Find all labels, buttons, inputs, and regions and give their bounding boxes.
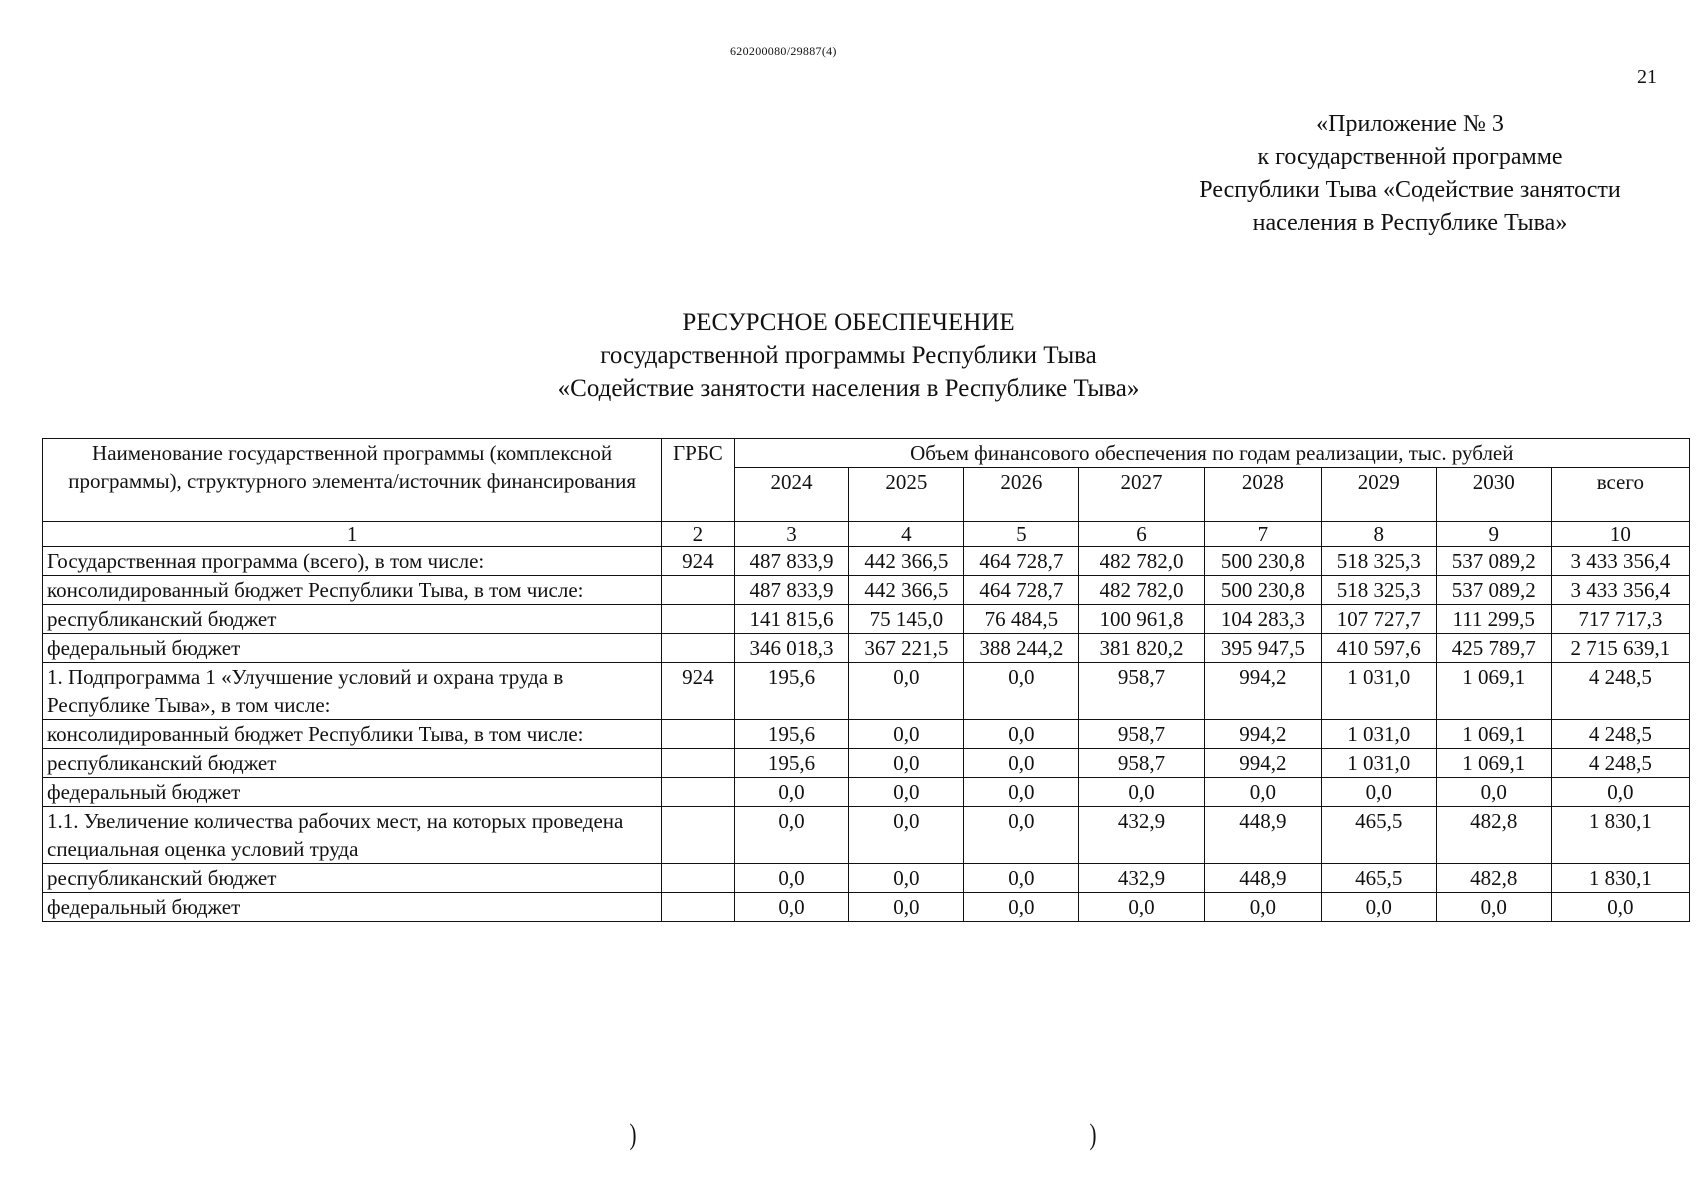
row-value: 0,0 [964,864,1079,893]
row-value: 0,0 [1204,778,1321,807]
table-row [43,893,1690,922]
row-name: республиканский бюджет [43,864,662,893]
row-value: 0,0 [1079,893,1205,922]
resource-table [42,438,1690,922]
column-index: 8 [1321,522,1436,547]
row-value: 388 244,2 [964,634,1079,663]
header-name-column: Наименование государственной программы (комплексной программы), структурного элемента/источник финансирования [43,439,662,522]
table-row [43,778,1690,807]
row-value: 0,0 [964,807,1079,864]
row-total: 4 248,5 [1551,749,1689,778]
row-grbs [662,893,734,922]
row-value: 346 018,3 [734,634,849,663]
row-value: 100 961,8 [1079,605,1205,634]
row-value: 195,6 [734,720,849,749]
footer-mark: ) [629,1118,637,1151]
row-value: 0,0 [964,778,1079,807]
row-value: 0,0 [849,663,964,720]
table-row [43,864,1690,893]
title-line: государственной программы Республики Тыва [600,342,1097,369]
row-grbs [662,807,734,864]
appendix-line: Республики Тыва «Содействие занятости [1199,177,1621,203]
row-value: 482 782,0 [1079,547,1205,576]
row-name: консолидированный бюджет Республики Тыва, в том числе: [43,576,662,605]
row-value: 1 031,0 [1321,720,1436,749]
row-grbs [662,605,734,634]
header-year: 2028 [1204,468,1321,522]
row-name: 1. Подпрограмма 1 «Улучшение условий и охрана труда в Республике Тыва», в том числе: [43,663,662,720]
row-value: 0,0 [734,864,849,893]
header-year: 2027 [1079,468,1205,522]
column-index-row [43,522,1690,547]
row-value: 482,8 [1436,864,1551,893]
row-value: 994,2 [1204,720,1321,749]
column-index: 4 [849,522,964,547]
row-grbs [662,720,734,749]
row-value: 1 031,0 [1321,663,1436,720]
row-value: 395 947,5 [1204,634,1321,663]
row-total: 1 830,1 [1551,807,1689,864]
row-value: 410 597,6 [1321,634,1436,663]
row-value: 994,2 [1204,749,1321,778]
header-year: 2024 [734,468,849,522]
column-index: 10 [1551,522,1689,547]
row-name: республиканский бюджет [43,605,662,634]
title-line: «Содействие занятости населения в Республике Тыва» [557,375,1140,402]
table-row [43,720,1690,749]
row-value: 1 031,0 [1321,749,1436,778]
row-name: консолидированный бюджет Республики Тыва, в том числе: [43,720,662,749]
row-value: 1 069,1 [1436,720,1551,749]
column-index: 5 [964,522,1079,547]
row-value: 0,0 [964,749,1079,778]
row-value: 0,0 [849,720,964,749]
row-value: 104 283,3 [1204,605,1321,634]
document-code: 620200080/29887(4) [730,44,837,58]
row-total: 2 715 639,1 [1551,634,1689,663]
header-total: всего [1551,468,1689,522]
row-value: 0,0 [734,893,849,922]
row-value: 107 727,7 [1321,605,1436,634]
row-value: 432,9 [1079,864,1205,893]
table-row [43,749,1690,778]
row-grbs [662,749,734,778]
row-total: 4 248,5 [1551,720,1689,749]
row-value: 0,0 [734,778,849,807]
row-value: 465,5 [1321,807,1436,864]
row-value: 195,6 [734,749,849,778]
row-value: 448,9 [1204,864,1321,893]
header-year: 2025 [849,468,964,522]
column-index: 6 [1079,522,1205,547]
row-value: 0,0 [1204,893,1321,922]
row-value: 958,7 [1079,720,1205,749]
row-value: 442 366,5 [849,547,964,576]
table-row [43,807,1690,864]
header-year: 2029 [1321,468,1436,522]
row-name: федеральный бюджет [43,778,662,807]
table-row [43,547,1690,576]
row-value: 195,6 [734,663,849,720]
row-value: 518 325,3 [1321,547,1436,576]
row-value: 0,0 [849,807,964,864]
row-value: 464 728,7 [964,576,1079,605]
header-year: 2030 [1436,468,1551,522]
table-body [43,547,1690,922]
page-number: 21 [1637,66,1657,88]
row-value: 0,0 [964,663,1079,720]
row-value: 1 069,1 [1436,749,1551,778]
title-line: РЕСУРСНОЕ ОБЕСПЕЧЕНИЕ [682,309,1015,336]
row-value: 487 833,9 [734,576,849,605]
row-grbs [662,634,734,663]
row-value: 0,0 [1436,893,1551,922]
header-year: 2026 [964,468,1079,522]
row-grbs [662,576,734,605]
table-row [43,576,1690,605]
row-value: 537 089,2 [1436,576,1551,605]
appendix-line: «Приложение № 3 [1316,111,1504,137]
row-value: 500 230,8 [1204,547,1321,576]
row-value: 465,5 [1321,864,1436,893]
row-value: 381 820,2 [1079,634,1205,663]
row-value: 518 325,3 [1321,576,1436,605]
column-index: 3 [734,522,849,547]
row-total: 3 433 356,4 [1551,576,1689,605]
row-name: 1.1. Увеличение количества рабочих мест, на которых проведена специальная оценка условий труда [43,807,662,864]
row-value: 487 833,9 [734,547,849,576]
row-name: Государственная программа (всего), в том числе: [43,547,662,576]
row-value: 500 230,8 [1204,576,1321,605]
row-value: 482,8 [1436,807,1551,864]
table-row [43,605,1690,634]
row-value: 464 728,7 [964,547,1079,576]
row-grbs [662,778,734,807]
row-total: 0,0 [1551,893,1689,922]
document-title [0,306,1697,405]
row-value: 0,0 [1436,778,1551,807]
row-value: 0,0 [1321,893,1436,922]
row-total: 717 717,3 [1551,605,1689,634]
appendix-reference [1150,108,1670,240]
row-total: 4 248,5 [1551,663,1689,720]
row-grbs: 924 [662,547,734,576]
row-value: 482 782,0 [1079,576,1205,605]
row-total: 3 433 356,4 [1551,547,1689,576]
row-value: 141 815,6 [734,605,849,634]
row-value: 367 221,5 [849,634,964,663]
appendix-line: к государственной программе [1257,144,1563,170]
header-volume-column: Объем финансового обеспечения по годам реализации, тыс. рублей [734,439,1689,468]
row-grbs: 924 [662,663,734,720]
header-grbs-column: ГРБС [662,439,734,522]
row-value: 442 366,5 [849,576,964,605]
row-value: 0,0 [849,864,964,893]
row-value: 958,7 [1079,749,1205,778]
row-value: 0,0 [964,720,1079,749]
row-value: 0,0 [1079,778,1205,807]
row-value: 448,9 [1204,807,1321,864]
row-value: 0,0 [849,778,964,807]
row-total: 0,0 [1551,778,1689,807]
row-value: 432,9 [1079,807,1205,864]
footer-mark: ) [1089,1118,1097,1151]
column-index: 2 [662,522,734,547]
row-value: 537 089,2 [1436,547,1551,576]
appendix-line: населения в Республике Тыва» [1252,210,1568,236]
row-name: республиканский бюджет [43,749,662,778]
column-index: 9 [1436,522,1551,547]
row-value: 0,0 [964,893,1079,922]
row-value: 0,0 [849,893,964,922]
row-value: 76 484,5 [964,605,1079,634]
row-value: 994,2 [1204,663,1321,720]
column-index: 7 [1204,522,1321,547]
row-value: 1 069,1 [1436,663,1551,720]
table-row [43,663,1690,720]
row-value: 0,0 [1321,778,1436,807]
row-value: 111 299,5 [1436,605,1551,634]
row-value: 75 145,0 [849,605,964,634]
column-index: 1 [43,522,662,547]
table-row [43,634,1690,663]
row-total: 1 830,1 [1551,864,1689,893]
row-value: 958,7 [1079,663,1205,720]
row-value: 425 789,7 [1436,634,1551,663]
row-value: 0,0 [734,807,849,864]
row-name: федеральный бюджет [43,893,662,922]
row-grbs [662,864,734,893]
row-name: федеральный бюджет [43,634,662,663]
row-value: 0,0 [849,749,964,778]
